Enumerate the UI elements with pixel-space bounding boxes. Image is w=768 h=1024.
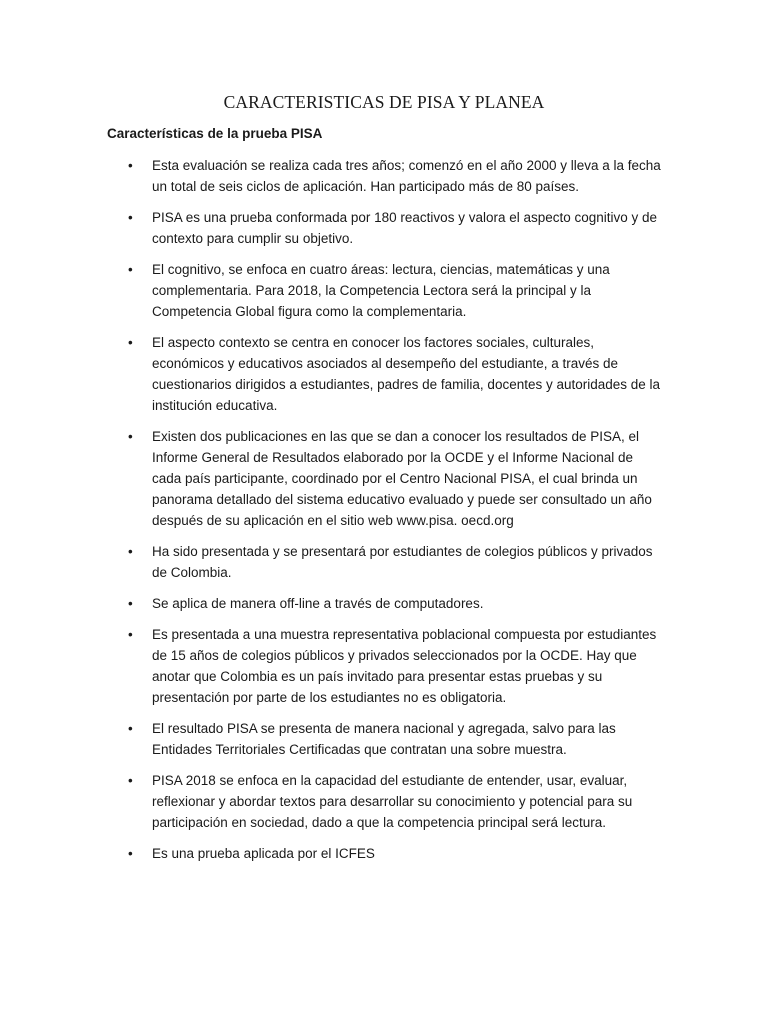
bullet-icon: •	[128, 158, 133, 173]
list-item	[0, 843, 768, 864]
list-item	[0, 624, 768, 708]
bullet-icon: •	[128, 544, 133, 559]
bullet-icon: •	[128, 596, 133, 611]
bullet-icon: •	[128, 262, 133, 277]
bullet-icon: •	[128, 429, 133, 444]
list-item	[0, 207, 768, 249]
bullet-icon: •	[128, 210, 133, 225]
bullet-list	[0, 155, 768, 874]
list-item-text: Existen dos publicaciones en las que se dan a conocer los resultados de PISA, el Informe General de Resultados elaborado por la OCDE y el Informe Nacional de cada país participante, coordinado por el Centro Nacional PISA, el cual brinda un panorama detallado del sistema educativo evaluado y puede ser consultado un año después de su aplicación en el sitio web www.pisa. oecd.org	[152, 429, 652, 528]
list-item-text: El resultado PISA se presenta de manera nacional y agregada, salvo para las Entidades Territoriales Certificadas que contratan una sobre muestra.	[152, 721, 616, 757]
list-item	[0, 541, 768, 583]
list-item	[0, 155, 768, 197]
list-item-text: Esta evaluación se realiza cada tres años; comenzó en el año 2000 y lleva a la fecha un total de seis ciclos de aplicación. Han participado más de 80 países.	[152, 158, 661, 194]
list-item	[0, 770, 768, 833]
bullet-icon: •	[128, 721, 133, 736]
bullet-icon: •	[128, 335, 133, 350]
list-item-text: Se aplica de manera off-line a través de computadores.	[152, 596, 484, 611]
list-item-text: Ha sido presentada y se presentará por estudiantes de colegios públicos y privados de Colombia.	[152, 544, 653, 580]
list-item	[0, 259, 768, 322]
document-title: CARACTERISTICAS DE PISA Y PLANEA	[223, 92, 545, 112]
section-heading: Características de la prueba PISA	[107, 126, 323, 141]
list-item	[0, 426, 768, 531]
bullet-icon: •	[128, 773, 133, 788]
list-item-text: El cognitivo, se enfoca en cuatro áreas: lectura, ciencias, matemáticas y una complementaria. Para 2018, la Competencia Lectora será la principal y la Competencia Global figura como la complementaria.	[152, 262, 610, 319]
list-item	[0, 593, 768, 614]
list-item-text: Es presentada a una muestra representativa poblacional compuesta por estudiantes de 15 años de colegios públicos y privados seleccionados por la OCDE. Hay que anotar que Colombia es un país invitado para presentar estas pruebas y su presentación por parte de los estudiantes no es obligatoria.	[152, 627, 657, 705]
list-item-text: Es una prueba aplicada por el ICFES	[152, 846, 375, 861]
list-item	[0, 332, 768, 416]
bullet-icon: •	[128, 846, 133, 861]
bullet-icon: •	[128, 627, 133, 642]
list-item-text: PISA 2018 se enfoca en la capacidad del estudiante de entender, usar, evaluar, reflexionar y abordar textos para desarrollar su conocimiento y potencial para su participación en sociedad, dado a que la competencia principal será lectura.	[152, 773, 633, 830]
list-item-text: El aspecto contexto se centra en conocer los factores sociales, culturales, económicos y educativos asociados al desempeño del estudiante, a través de cuestionarios dirigidos a estudiantes, padres de familia, docentes y autoridades de la institución educativa.	[152, 335, 661, 413]
list-item	[0, 718, 768, 760]
list-item-text: PISA es una prueba conformada por 180 reactivos y valora el aspecto cognitivo y de contexto para cumplir su objetivo.	[152, 210, 658, 246]
